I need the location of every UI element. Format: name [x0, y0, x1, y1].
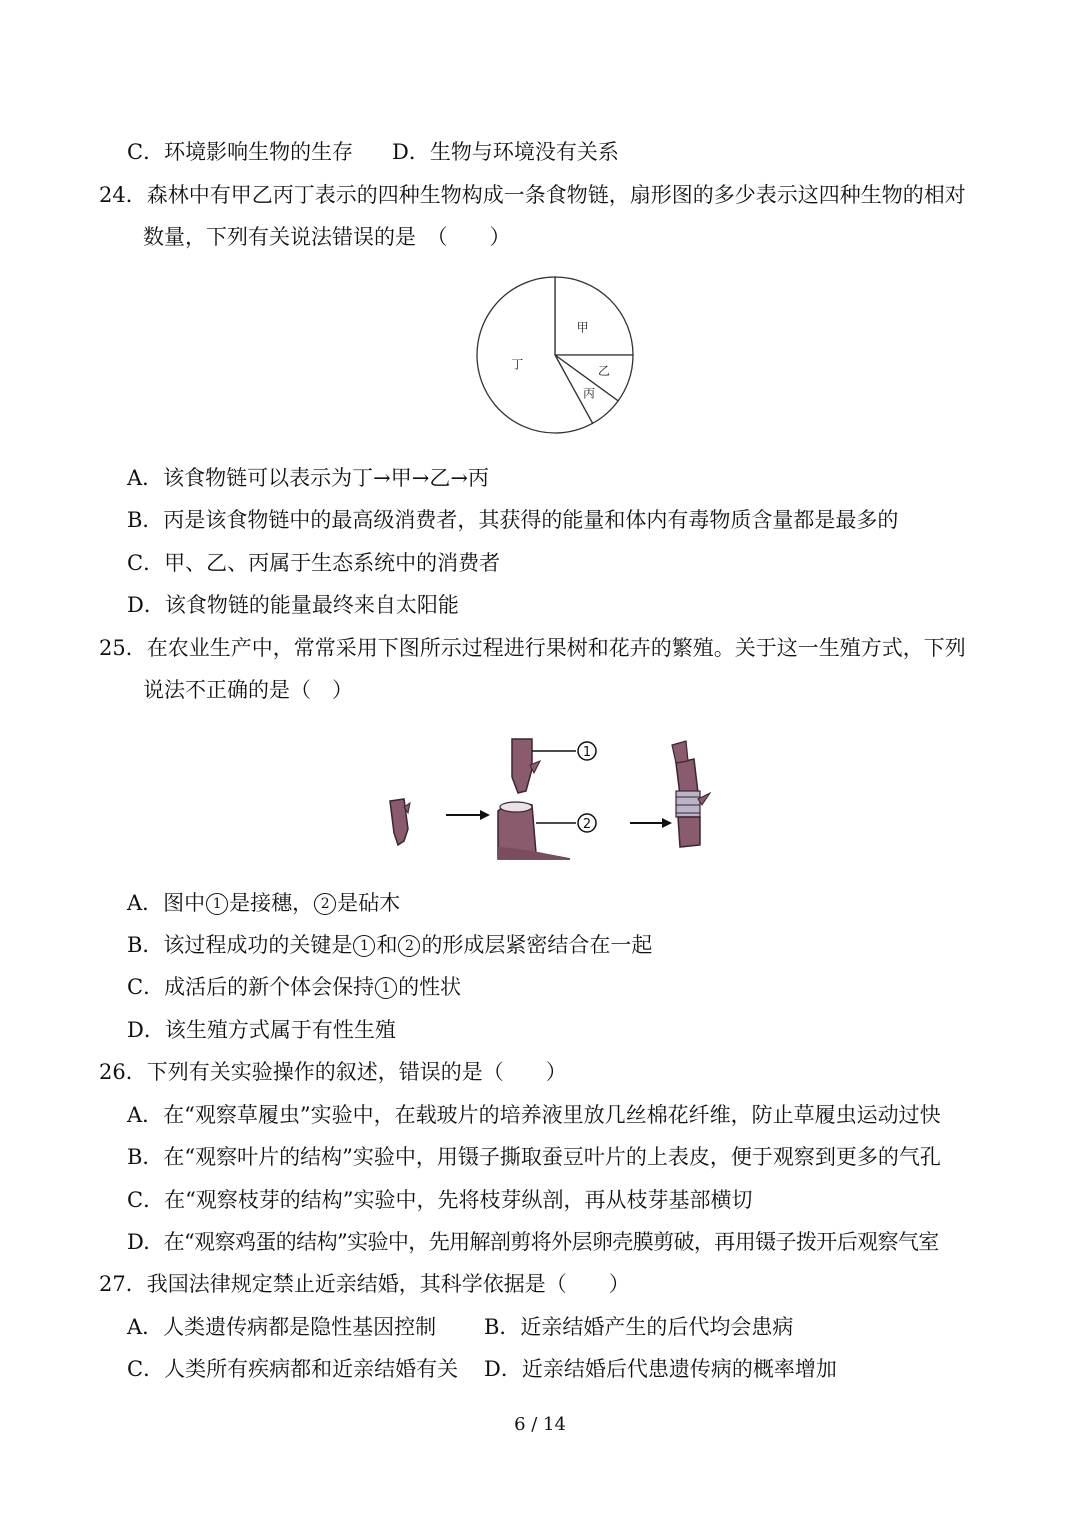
q23-option-d: D．生物与环境没有关系 — [392, 140, 619, 164]
q24-pie-chart — [470, 270, 640, 440]
label-1: 1 — [582, 745, 592, 760]
circled-2: 2 — [398, 935, 420, 957]
q24-stem-line1: 24．森林中有甲乙丙丁表示的四种生物构成一条食物链，扇形图的多少表示这四种生物的相对 — [99, 183, 966, 207]
q26-option-a: A．在“观察草履虫”实验中，在载玻片的培养液里放几丝棉花纤维，防止草履虫运动过快 — [127, 1103, 941, 1127]
q27-stem: 27．我国法律规定禁止近亲结婚，其科学依据是（ ） — [99, 1272, 630, 1296]
label-2: 2 — [582, 817, 592, 832]
q24-option-b: B．丙是该食物链中的最高级消费者，其获得的能量和体内有毒物质含量都是最多的 — [127, 508, 899, 532]
q27-option-a: A．人类遗传病都是隐性基因控制 — [127, 1315, 437, 1339]
q25-option-d: D．该生殖方式属于有性生殖 — [127, 1018, 396, 1042]
circled-1: 1 — [375, 977, 397, 999]
q26-stem: 26．下列有关实验操作的叙述，错误的是（ ） — [99, 1060, 567, 1084]
q27-option-d: D．近亲结婚后代患遗传病的概率增加 — [484, 1357, 837, 1381]
circled-1: 1 — [206, 893, 228, 915]
pie-label-丁: 丁 — [511, 357, 524, 372]
circled-2: 2 — [314, 893, 336, 915]
arrow-right-icon — [446, 810, 490, 820]
q25-option-c: C．成活后的新个体会保持 1 的性状 — [127, 975, 462, 999]
q25-stem-line2: 说法不正确的是（ ） — [143, 678, 353, 702]
q25-stem-line1: 25．在农业生产中，常常采用下图所示过程进行果树和花卉的繁殖。关于这一生殖方式，下列 — [99, 636, 966, 660]
scion-illustration — [512, 739, 596, 793]
q26-option-d: D．在“观察鸡蛋的结构”实验中，先用解剖剪将外层卵壳膜剪破，再用镊子拨开后观察气室 — [127, 1230, 939, 1254]
q24-option-c: C．甲、乙、丙属于生态系统中的消费者 — [127, 551, 501, 575]
circled-1: 1 — [353, 935, 375, 957]
q27-option-b: B．近亲结婚产生的后代均会患病 — [484, 1315, 794, 1339]
q25-grafting-figure — [380, 733, 740, 863]
pie-slices — [477, 277, 633, 433]
pie-label-甲: 甲 — [576, 320, 589, 335]
arrow-right-icon — [630, 818, 672, 828]
pie-label-乙: 乙 — [597, 363, 610, 378]
q24-option-d: D．该食物链的能量最终来自太阳能 — [127, 593, 459, 617]
q24-stem-line2: 数量，下列有关说法错误的是 （ ） — [143, 225, 511, 249]
scion-piece-illustration — [390, 799, 410, 845]
grafted-plant-illustration — [672, 741, 710, 847]
page-number: 6 / 14 — [514, 1414, 566, 1435]
q23-option-c: C．环境影响生物的生存 — [127, 140, 354, 164]
pie-slice-甲 — [555, 277, 633, 355]
q26-option-c: C．在“观察枝芽的结构”实验中，先将枝芽纵剖，再从枝芽基部横切 — [127, 1188, 753, 1212]
q24-option-a: A．该食物链可以表示为丁→甲→乙→丙 — [127, 466, 489, 490]
q27-option-c: C．人类所有疾病都和近亲结婚有关 — [127, 1357, 459, 1381]
pie-label-丙: 丙 — [583, 386, 596, 401]
rootstock-illustration — [498, 802, 596, 859]
q26-option-b: B．在“观察叶片的结构”实验中，用镊子撕取蚕豆叶片的上表皮，便于观察到更多的气孔 — [127, 1145, 941, 1169]
q25-option-a: A．图中 1 是接穗， 2 是砧木 — [127, 891, 401, 915]
q25-option-b: B．该过程成功的关键是 1 和 2 的形成层紧密结合在一起 — [127, 933, 653, 957]
